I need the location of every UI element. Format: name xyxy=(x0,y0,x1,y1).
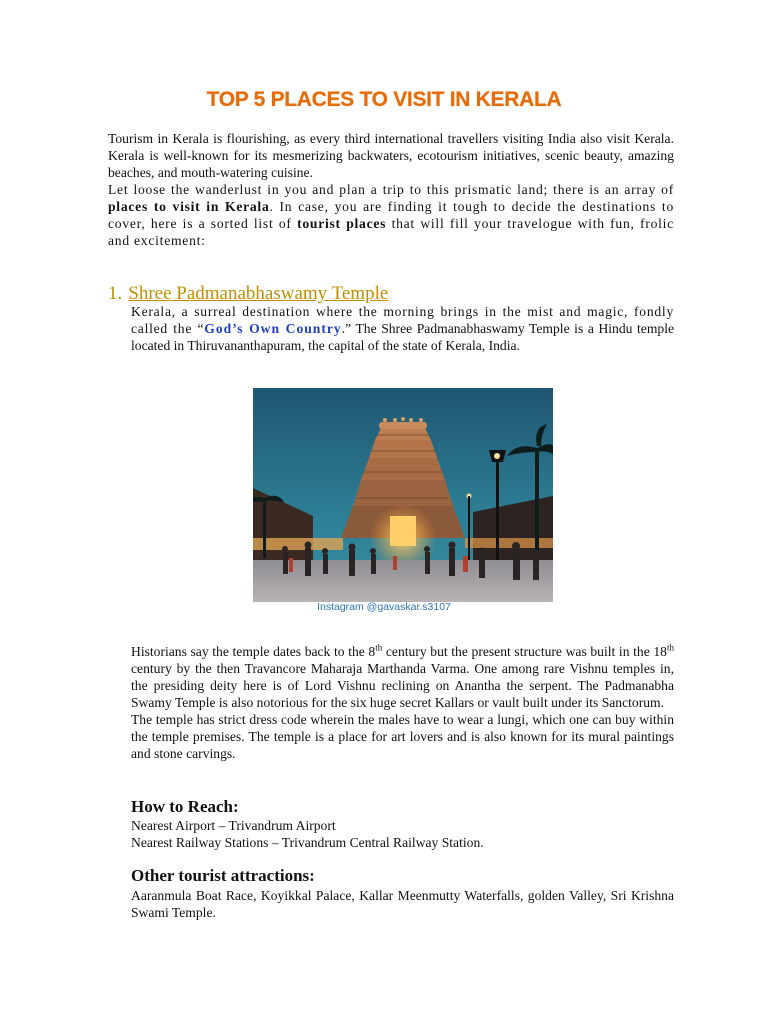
s1-text-2b: century but the present structure was built in the 18 xyxy=(382,644,667,659)
section-1-title: Shree Padmanabhaswamy Temple xyxy=(128,283,389,304)
intro-emphasis-tourist: tourist places xyxy=(297,216,387,231)
intro-paragraph-1 xyxy=(108,130,674,181)
s1-text-3: The temple has strict dress code wherein the males have to wear a lungi, which one can buy within the temple premises. The temple is a place for art lovers and is also known for its mural paintings and stone carvings. xyxy=(131,712,674,761)
nearest-railway: Nearest Railway Stations – Trivandrum Central Railway Station. xyxy=(131,835,484,850)
s1-text-2c: century by the then Travancore Maharaja Marthanda Varma. One among rare Vishnu temples in, the presiding deity here is of Lord Vishnu reclining on Anantha the serpent. The Padmanabha Swamy Temple is also notorious for the six huge secret Kallars or vault built under its Sanctorum. xyxy=(131,661,674,710)
superscript-th-2: th xyxy=(666,642,674,653)
intro-emphasis-places: places to visit in Kerala xyxy=(108,199,270,214)
intro-paragraph-2 xyxy=(108,181,674,249)
image-caption: Instagram @gavaskar.s3107 xyxy=(317,601,451,613)
s1-text-1c: .” The Shree Padmanabhaswamy Temple is a Hindu temple located in Thiruvananthapuram, the capital of the state of Kerala, India. xyxy=(131,321,675,353)
intro-text-2e: that will fill your travelogue with fun, frolic and excitement: xyxy=(108,216,674,248)
nearest-airport: Nearest Airport – Trivandrum Airport xyxy=(131,818,336,833)
intro-text-2a: Let loose the wanderlust in you and plan a trip to this prismatic land; there is an array of xyxy=(108,182,674,197)
section-1-paragraph-1 xyxy=(131,303,674,354)
section-1-heading xyxy=(108,283,388,305)
other-attractions-heading: Other tourist attractions: xyxy=(131,866,315,885)
how-to-reach-heading: How to Reach: xyxy=(131,797,239,816)
s1-text-2a: Historians say the temple dates back to the 8 xyxy=(131,644,376,659)
section-1-paragraph-2 xyxy=(131,643,674,762)
document-title: TOP 5 PLACES TO VISIT IN KERALA xyxy=(206,88,562,111)
s1-text-1a: Kerala, a surreal destination where the morning brings in the mist and magic, fondly called the “ xyxy=(131,304,674,336)
gods-own-country-highlight: God’s Own Country xyxy=(204,321,342,336)
temple-illustration xyxy=(253,388,553,602)
temple-photo xyxy=(253,388,553,602)
intro-text-1: Tourism in Kerala is flourishing, as every third international travellers visiting India also visit Kerala. Kerala is well-known for its mesmerizing backwaters, ecotourism initiatives, scenic beauty, amazing beaches, and mouth-watering cuisine. xyxy=(108,131,674,180)
section-1-number: 1. xyxy=(108,283,123,304)
superscript-th-1: th xyxy=(375,642,383,653)
other-attractions-text: Aaranmula Boat Race, Koyikkal Palace, Kallar Meenmutty Waterfalls, golden Valley, Sri Krishna Swami Temple. xyxy=(131,888,674,920)
intro-text-2c: . In case, you are finding it tough to decide the destinations to cover, here is a sorted list of xyxy=(108,199,674,231)
